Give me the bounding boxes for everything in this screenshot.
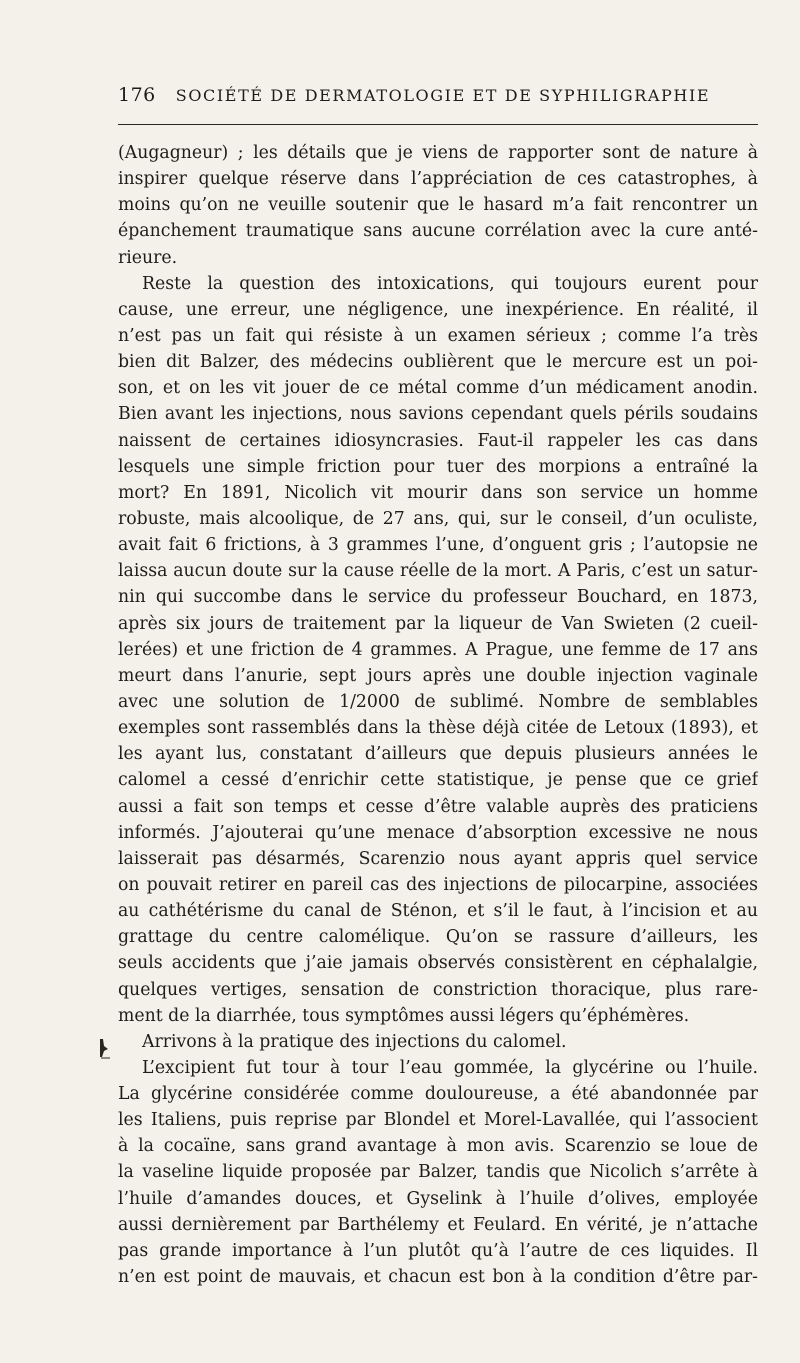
- text-line: cause, une erreur, une négligence, une inexpérience. En réalité, il: [118, 299, 758, 320]
- text-line: les Italiens, puis reprise par Blondel et Morel-Lavallée, qui l’associent: [118, 1110, 758, 1131]
- text-line: avec une solution de 1/2000 de sublimé. Nombre de semblables: [118, 691, 758, 712]
- text-line: lerées) et une friction de 4 grammes. A Prague, une femme de 17 ans: [118, 639, 758, 660]
- running-title: SOCIÉTÉ DE DERMATOLOGIE ET DE SYPHILIGRAPHIE: [175, 86, 711, 105]
- text-line: les ayant lus, constatant d’ailleurs que depuis plusieurs années le: [118, 744, 758, 765]
- text-line: robuste, mais alcoolique, de 27 ans, qui, sur le conseil, d’un oculiste,: [118, 508, 758, 529]
- text-line: seuls accidents que j’aie jamais observés consistèrent en céphalalgie,: [118, 953, 758, 974]
- text-line: Arrivons à la pratique des injections du calomel.: [142, 1031, 567, 1052]
- text-line: la vaseline liquide proposée par Balzer, tandis que Nicolich s’arrête à: [118, 1162, 758, 1183]
- text-line: moins qu’on ne veuille soutenir que le hasard m’a fait rencontrer un: [118, 195, 758, 216]
- text-line: (Augagneur) ; les détails que je viens de rapporter sont de nature à: [118, 143, 758, 163]
- text-line: rieure.: [118, 247, 178, 268]
- text-line: Reste la question des intoxications, qui toujours eurent pour: [142, 273, 758, 294]
- text-line: n’en est point de mauvais, et chacun est bon à la condition d’être par-: [118, 1267, 758, 1288]
- text-line: épanchement traumatique sans aucune corrélation avec la cure anté-: [118, 221, 758, 242]
- text-line: grattage du centre calomélique. Qu’on se rassure d’ailleurs, les: [118, 927, 758, 948]
- text-line: calomel a cessé d’enrichir cette statistique, je pense que ce grief: [118, 770, 758, 791]
- text-line: pas grande importance à l’un plutôt qu’à l’autre de ces liquides. Il: [118, 1240, 758, 1261]
- text-line: lesquels une simple friction pour tuer des morpions a entraîné la: [118, 456, 758, 477]
- page-number: 176: [118, 84, 156, 106]
- text-line: n’est pas un fait qui résiste à un examen sérieux ; comme l’a très: [118, 325, 758, 346]
- margin-mark-icon: [95, 1036, 111, 1060]
- header-rule: [118, 124, 758, 125]
- text-line: La glycérine considérée comme douloureuse, a été abandonnée par: [118, 1084, 758, 1105]
- text-line: informés. J’ajouterai qu’une menace d’absorption excessive ne nous: [118, 822, 758, 843]
- text-line: son, et on les vit jouer de ce métal comme d’un médicament anodin.: [118, 378, 758, 399]
- text-line: aussi a fait son temps et cesse d’être valable auprès des praticiens: [118, 796, 758, 817]
- text-line: à la cocaïne, sans grand avantage à mon avis. Scarenzio se loue de: [118, 1136, 758, 1157]
- text-line: après six jours de traitement par la liqueur de Van Swieten (2 cueil-: [118, 613, 758, 634]
- text-line: on pouvait retirer en pareil cas des injections de pilocarpine, associées: [118, 874, 758, 895]
- text-line: nin qui succombe dans le service du professeur Bouchard, en 1873,: [118, 587, 758, 608]
- text-line: laissa aucun doute sur la cause réelle de la mort. A Paris, c’est un satur-: [118, 561, 758, 582]
- text-line: naissent de certaines idiosyncrasies. Faut-il rappeler les cas dans: [118, 430, 758, 451]
- body-text: [118, 140, 758, 1290]
- text-line: L’excipient fut tour à tour l’eau gommée, la glycérine ou l’huile.: [142, 1057, 758, 1078]
- text-line: inspirer quelque réserve dans l’appréciation de ces catastrophes, à: [118, 169, 758, 190]
- text-line: ment de la diarrhée, tous symptômes aussi légers qu’éphémères.: [118, 1005, 690, 1026]
- text-line: meurt dans l’anurie, sept jours après une double injection vaginale: [118, 665, 758, 686]
- text-line: l’huile d’amandes douces, et Gyselink à l’huile d’olives, employée: [118, 1188, 758, 1209]
- text-line: mort? En 1891, Nicolich vit mourir dans son service un homme: [118, 482, 758, 503]
- text-line: bien dit Balzer, des médecins oublièrent que le mercure est un poi-: [118, 352, 758, 373]
- text-line: exemples sont rassemblés dans la thèse déjà citée de Letoux (1893), et: [118, 718, 758, 739]
- page-header: [118, 84, 758, 124]
- text-line: au cathétérisme du canal de Sténon, et s’il le faut, à l’incision et au: [118, 901, 758, 922]
- text-line: laisserait pas désarmés, Scarenzio nous ayant appris quel service: [118, 848, 758, 869]
- text-line: aussi dernièrement par Barthélemy et Feulard. En vérité, je n’attache: [118, 1214, 758, 1235]
- text-line: Bien avant les injections, nous savions cependant quels périls soudains: [118, 404, 758, 425]
- text-line: quelques vertiges, sensation de constriction thoracique, plus rare-: [118, 979, 758, 1000]
- text-line: avait fait 6 frictions, à 3 grammes l’une, d’onguent gris ; l’autopsie ne: [118, 535, 758, 556]
